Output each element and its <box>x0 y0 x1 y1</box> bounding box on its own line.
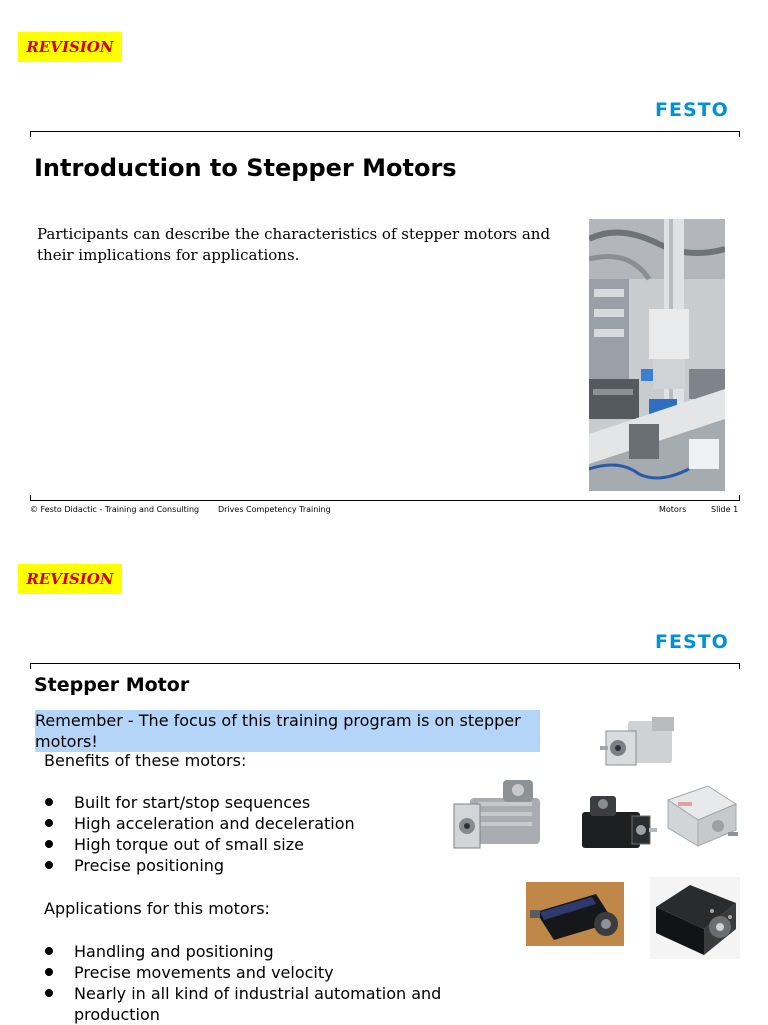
header-rule-tick-left <box>30 663 31 669</box>
bullet-icon <box>45 947 53 955</box>
header-rule-tick-right <box>739 131 740 137</box>
bullet-icon <box>45 989 53 997</box>
list-item-text: Precise movements and velocity <box>74 963 334 982</box>
automation-system-photo <box>589 219 725 491</box>
benefits-list <box>44 792 464 876</box>
integrated-motor-photo <box>658 780 740 854</box>
bullet-icon <box>45 861 53 869</box>
bullet-icon <box>45 840 53 848</box>
list-item <box>44 813 464 834</box>
nema-stepper-motor-photo <box>650 877 740 959</box>
list-item-text: High torque out of small size <box>74 835 304 854</box>
list-item-text: High acceleration and deceleration <box>74 814 355 833</box>
bullet-icon <box>45 819 53 827</box>
list-item-text: Handling and positioning <box>74 942 274 961</box>
list-item <box>44 941 504 962</box>
slide-title: Introduction to Stepper Motors <box>34 154 457 182</box>
list-item <box>44 855 464 876</box>
list-item-text: Precise positioning <box>74 856 225 875</box>
revision-badge: REVISION <box>18 564 122 594</box>
learning-objective: Participants can describe the characteristics of stepper motors and their implications for applications. <box>37 225 551 264</box>
revision-badge: REVISION <box>18 32 122 62</box>
header-rule-tick-right <box>739 663 740 669</box>
list-item <box>44 834 464 855</box>
stepper-motor-photo <box>598 713 680 777</box>
header-rule <box>30 663 740 664</box>
footer-rule <box>30 500 740 501</box>
list-item <box>44 792 464 813</box>
footer-rule-tick-left <box>30 495 31 501</box>
footer-course: Drives Competency Training <box>218 505 331 514</box>
header-rule <box>30 131 740 132</box>
gear-motor-photo <box>526 882 624 946</box>
focus-callout: Remember - The focus of this training program is on stepper motors! <box>35 710 540 752</box>
benefits-heading: Benefits of these motors: <box>44 751 247 770</box>
header-rule-tick-left <box>30 131 31 137</box>
bullet-icon <box>45 968 53 976</box>
footer-slide-number: Slide 1 <box>711 505 739 514</box>
list-item-text: Nearly in all kind of industrial automation and production <box>74 984 442 1024</box>
bullet-icon <box>45 798 53 806</box>
slide-title: Stepper Motor <box>34 674 190 696</box>
servo-motor-photo <box>448 778 546 858</box>
festo-logo: FESTO <box>655 99 729 121</box>
list-item <box>44 962 504 983</box>
festo-logo: FESTO <box>655 631 729 653</box>
black-servo-motor-photo <box>574 790 658 856</box>
footer-section: Motors <box>659 505 687 514</box>
list-item-text: Built for start/stop sequences <box>74 793 311 812</box>
applications-list <box>44 941 504 1025</box>
list-item <box>44 983 504 1025</box>
applications-heading: Applications for this motors: <box>44 899 270 918</box>
footer-rule-tick-right <box>739 495 740 501</box>
footer-copyright: © Festo Didactic - Training and Consulting <box>30 505 200 514</box>
